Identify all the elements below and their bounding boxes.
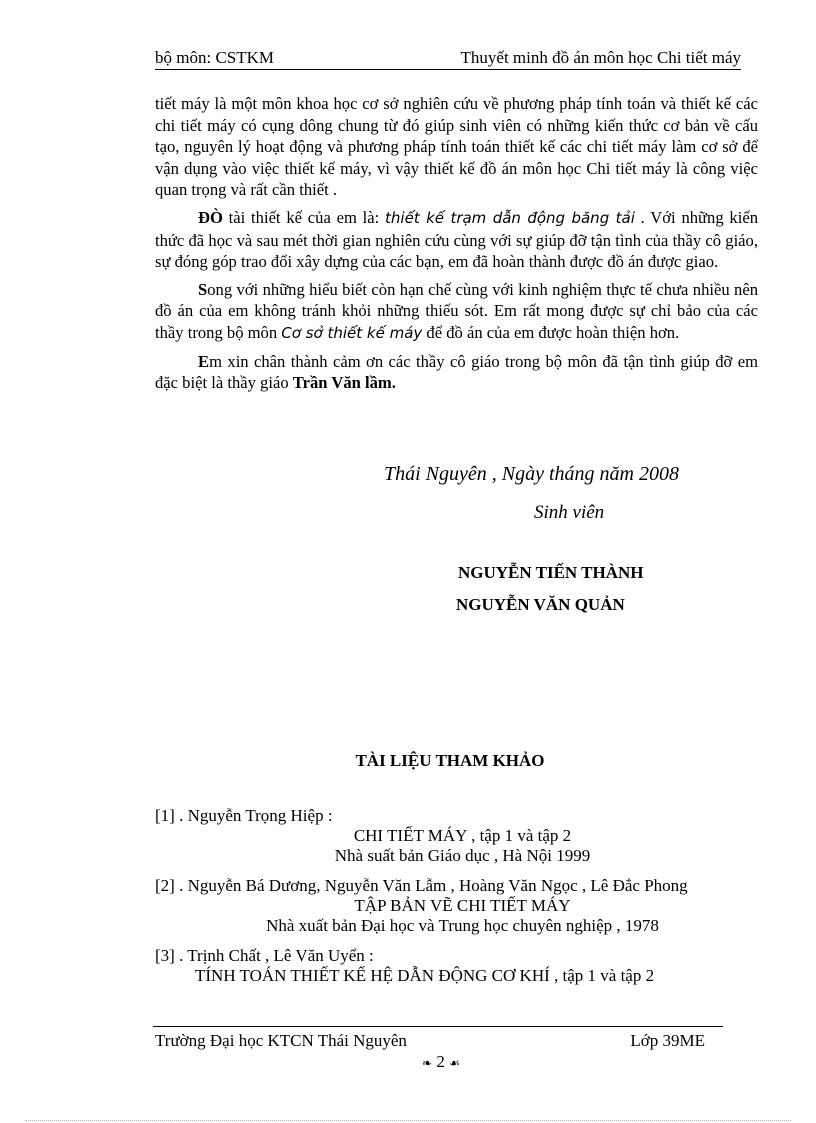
reference-author: [3] . Trịnh Chất , Lê Văn Uyển : — [155, 946, 374, 965]
paragraph-2-dropcap: ĐÒ — [198, 207, 223, 227]
left-ornament-icon: ❧ — [422, 1056, 433, 1070]
reference-book: TẬP BẢN VẼ CHI TIẾT MÁY — [354, 896, 571, 915]
references-list — [155, 806, 770, 996]
reference-author: [1] . Nguyễn Trọng Hiệp : — [155, 806, 333, 825]
place-date: Thái Nguyên , Ngày tháng năm 2008 — [384, 463, 679, 485]
reference-item — [155, 806, 770, 866]
teacher-name: Trần Văn lầm. — [292, 373, 396, 393]
paragraph-4-text: m xin chân thành cảm ơn các thầy cô giáo trong bộ môn đã tận tình giúp đỡ em đặc biệt là thầy giáo — [155, 351, 758, 393]
reference-item — [155, 876, 770, 936]
page-footer — [155, 1031, 705, 1051]
paragraph-3-dropcap: S — [198, 279, 208, 299]
paragraph-2-text-b: . Với những kiến thức đã học và sau mét thời gian nghiên cứu cùng với sự giúp đỡ tận tình của thầy cô giáo, sự đóng góp trao đổi xây dựng của các bạn, em đã hoàn thành được đồ án được giao. — [155, 207, 758, 272]
header-document-title: Thuyết minh đồ án môn học Chi tiết máy — [460, 48, 741, 67]
header-department: bộ môn: CSTKM — [155, 48, 275, 67]
reference-book: CHI TIẾT MÁY , tập 1 và tập 2 — [353, 826, 572, 845]
reference-author: [2] . Nguyễn Bá Dương, Nguyễn Văn Lẫm , Hoàng Văn Ngọc , Lê Đắc Phong — [155, 876, 688, 895]
paragraph-2 — [155, 207, 758, 273]
page-number: 2 — [436, 1052, 445, 1071]
footer-divider — [153, 1026, 723, 1027]
reference-book: TÍNH TOÁN THIẾT KẾ HỆ DẪN ĐỘNG CƠ KHÍ , tập 1 và tập 2 — [195, 966, 655, 985]
footer-school: Trường Đại học KTCN Thái Nguyên — [155, 1031, 407, 1050]
paragraph-2-text-a: tài thiết kế của em là: — [222, 207, 386, 227]
right-ornament-icon: ☙ — [449, 1056, 460, 1070]
signature-role: Sinh viên — [534, 502, 605, 523]
reference-item — [155, 946, 770, 986]
body-text — [155, 93, 758, 400]
student-name-2: NGUYỄN VĂN QUẢN — [456, 595, 625, 614]
paragraph-4-dropcap: E — [198, 351, 210, 371]
project-topic: thiết kế trạm dẫn động băng tải — [385, 208, 635, 227]
department-name: Cơ sở thiết kế máy — [281, 323, 423, 342]
reference-publisher: Nhà xuất bản Đại học và Trung học chuyên nghiệp , 1978 — [266, 916, 659, 935]
page-bottom-border — [25, 1120, 791, 1121]
paragraph-3-text-b: để đồ án của em được hoàn thiện hơn. — [422, 322, 680, 342]
page-header — [155, 48, 741, 70]
paragraph-1: tiết máy là một môn khoa học cơ sở nghiên cứu về phương pháp tính toán và thiết kế các chi tiết máy có cụng dông chung từ đó giúp sinh viên có những kiến thức cơ bản về cấu tạo, nguyên lý hoạt động và phương pháp tính toán thiết kế các chi tiết máy làm cơ sở để vận dụng vào việc thiết kế máy, vì vậy thiết kế đồ án môn học Chi tiết máy là công việc quan trọng và rất cần thiết . — [155, 94, 758, 200]
paragraph-3-text-a: ong với những hiểu biết còn hạn chế cùng với kinh nghiệm thực tế chưa nhiều nên đồ án của em không tránh khỏi những thiếu sót. Em rất mong được sự chỉ bảo của các thầy trong bộ môn — [155, 279, 758, 342]
paragraph-3 — [155, 279, 758, 345]
references-title: TÀI LIỆU THAM KHẢO — [355, 751, 545, 770]
paragraph-4 — [155, 351, 758, 394]
student-name-1: NGUYỄN TIẾN THÀNH — [458, 563, 644, 582]
page-number-block — [422, 1052, 460, 1072]
reference-publisher: Nhà suất bản Giáo dục , Hà Nội 1999 — [334, 846, 591, 865]
footer-class: Lớp 39ME — [630, 1031, 705, 1050]
